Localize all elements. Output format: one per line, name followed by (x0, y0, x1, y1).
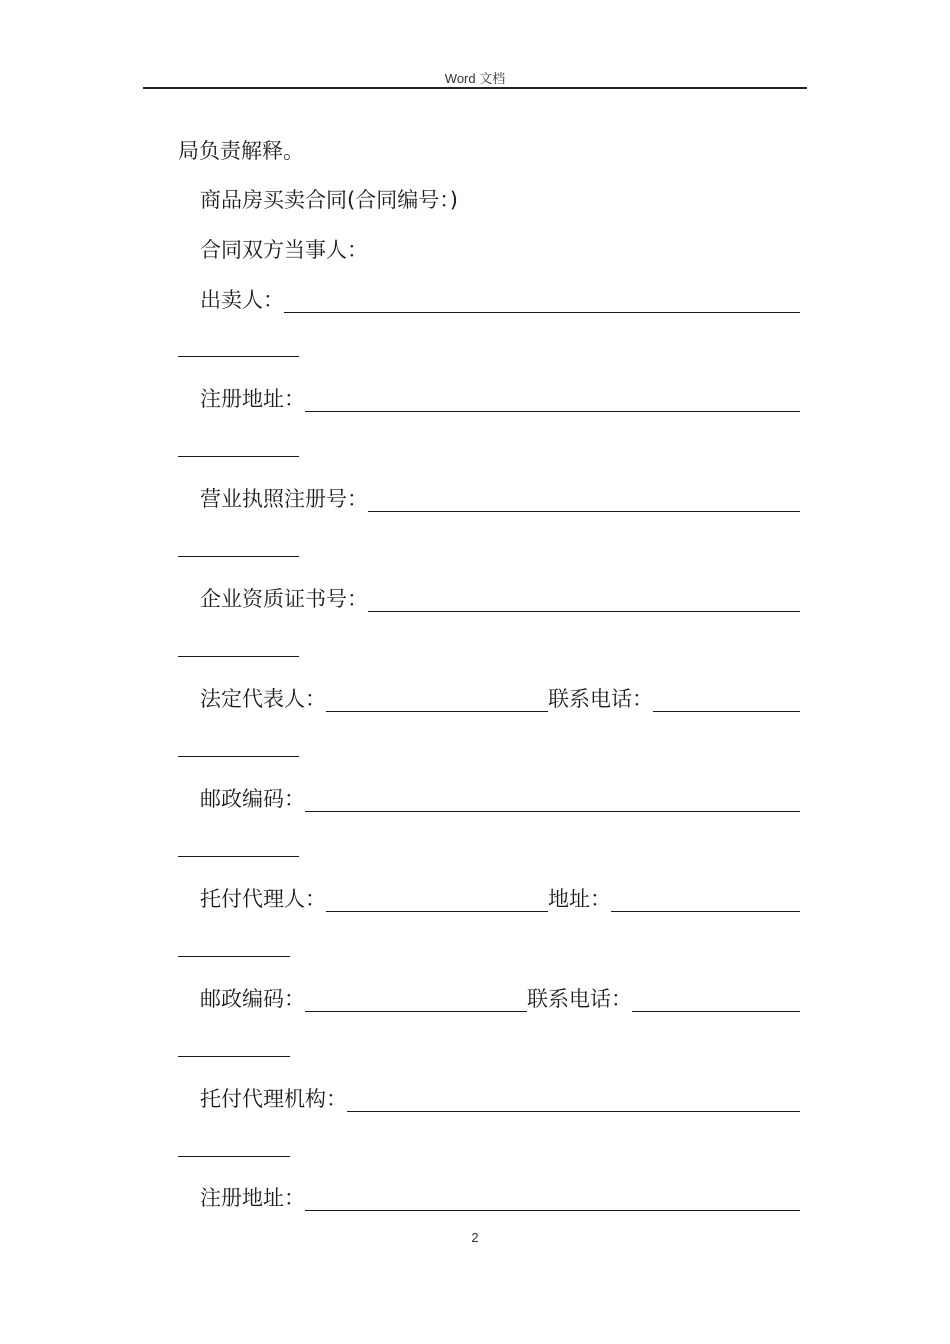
agent-phone-blank[interactable] (632, 987, 800, 1012)
header-divider (143, 87, 807, 89)
contract-title: 商品房买卖合同(合同编号：) (200, 188, 458, 212)
contact-phone-label: 联系电话： (548, 687, 653, 711)
agent-field (200, 884, 800, 914)
page-number: 2 (471, 1230, 479, 1245)
agency-blank[interactable] (347, 1087, 800, 1112)
agency-field (200, 1084, 800, 1114)
seller-field (200, 285, 800, 315)
intro-text: 局负责解释。 (178, 139, 304, 163)
address-blank-continued[interactable] (178, 956, 290, 957)
agency-label: 托付代理机构： (200, 1087, 347, 1111)
seller-blank-continued[interactable] (178, 356, 299, 357)
license-blank-continued[interactable] (178, 556, 299, 557)
qualification-blank-continued[interactable] (178, 656, 299, 657)
agent-phone-blank-continued[interactable] (178, 1056, 290, 1057)
contact-phone-blank-continued[interactable] (178, 756, 299, 757)
legal-rep-field (200, 684, 800, 714)
agent-postcode-label: 邮政编码： (200, 987, 305, 1011)
legal-rep-blank[interactable] (326, 687, 548, 712)
page-header: Word 文档 (444, 71, 506, 86)
agent-blank[interactable] (326, 887, 548, 912)
agency-blank-continued[interactable] (178, 1156, 290, 1157)
agent-phone-label: 联系电话： (527, 987, 632, 1011)
agency-reg-address-blank[interactable] (305, 1186, 800, 1211)
qualification-label: 企业资质证书号： (200, 587, 368, 611)
address-blank[interactable] (611, 887, 800, 912)
postcode-blank-continued[interactable] (178, 856, 299, 857)
license-label: 营业执照注册号： (200, 487, 368, 511)
seller-label: 出卖人： (200, 288, 284, 312)
qualification-blank[interactable] (368, 587, 800, 612)
reg-address-label: 注册地址： (200, 387, 305, 411)
qualification-field (200, 584, 800, 614)
agency-reg-address-label: 注册地址： (200, 1186, 305, 1210)
agency-reg-address-field (200, 1183, 800, 1213)
parties-heading: 合同双方当事人： (200, 238, 368, 262)
address-label: 地址： (548, 887, 611, 911)
postcode-label: 邮政编码： (200, 787, 305, 811)
reg-address-blank[interactable] (305, 387, 800, 412)
reg-address-blank-continued[interactable] (178, 456, 299, 457)
contact-phone-blank[interactable] (653, 687, 800, 712)
postcode-field (200, 784, 800, 814)
seller-blank[interactable] (284, 288, 800, 313)
reg-address-field (200, 384, 800, 414)
agent-postcode-blank[interactable] (305, 987, 527, 1012)
agent-postcode-field (200, 984, 800, 1014)
license-blank[interactable] (368, 487, 800, 512)
legal-rep-label: 法定代表人： (200, 687, 326, 711)
license-field (200, 484, 800, 514)
postcode-blank[interactable] (305, 787, 800, 812)
agent-label: 托付代理人： (200, 887, 326, 911)
